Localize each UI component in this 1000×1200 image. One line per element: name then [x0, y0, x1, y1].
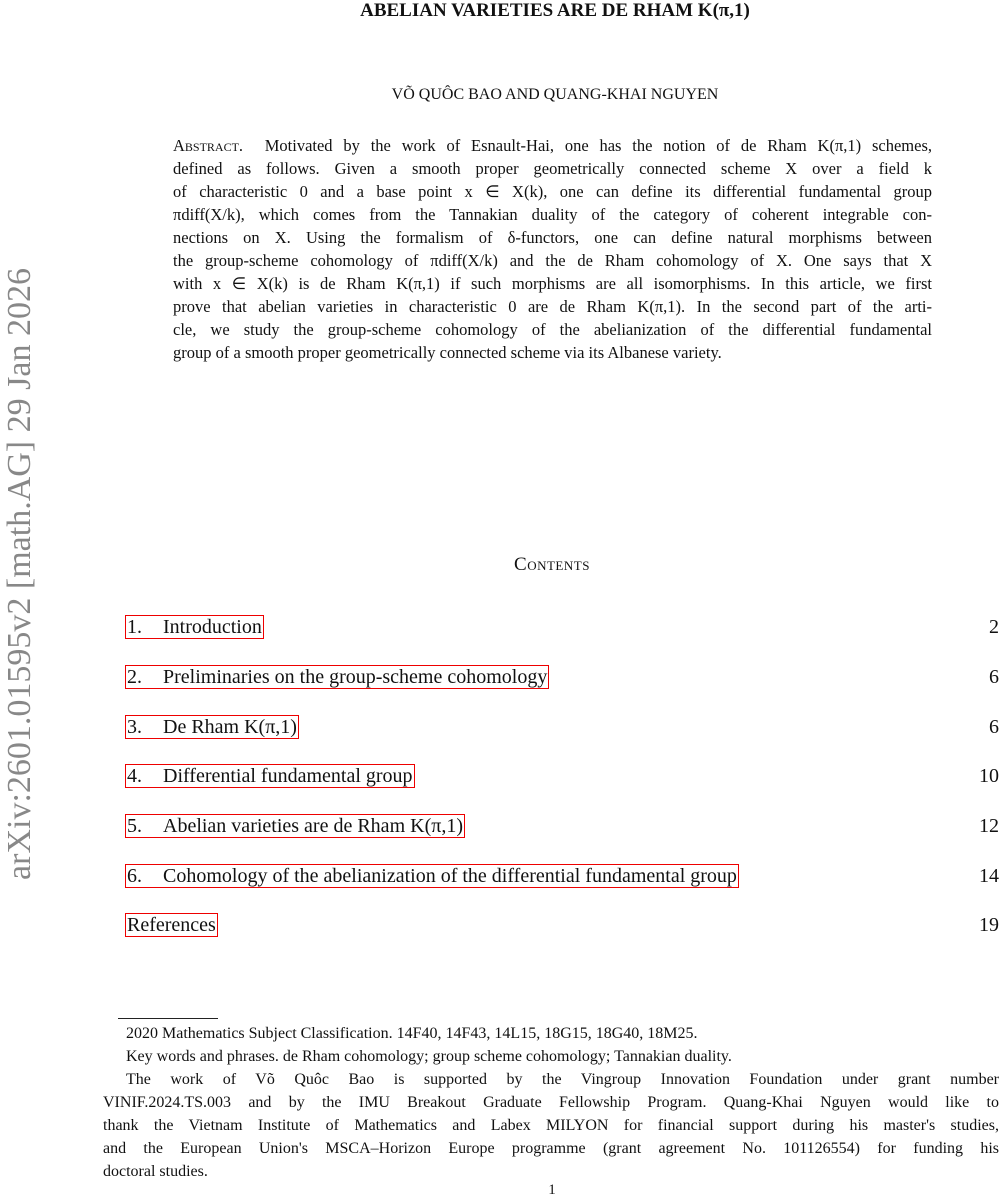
- page-number: 1: [548, 1182, 556, 1198]
- toc-page: 14: [979, 865, 999, 887]
- toc-page: 2: [989, 616, 999, 638]
- footnote-rule: [118, 1018, 218, 1019]
- abstract-line: prove that abelian varieties in characteristic 0 are de Rham K(π,1). In the second part of the arti-: [173, 297, 932, 316]
- toc-link-cohomology-abelianization[interactable]: 6. Cohomology of the abelianization of the differential fundamental group: [127, 865, 737, 887]
- toc-link-references[interactable]: References: [127, 914, 216, 936]
- toc-entry: [125, 764, 999, 790]
- toc-entry: [125, 615, 999, 641]
- footnote-msc: 2020 Mathematics Subject Classification. 14F40, 14F43, 14L15, 18G15, 18G40, 18M25.: [126, 1025, 698, 1042]
- footnote-funding-line: The work of Võ Quôc Bao is supported by the Vingroup Innovation Foundation under grant number: [126, 1071, 999, 1088]
- footnote-funding-line: doctoral studies.: [103, 1163, 208, 1180]
- abstract-line: defined as follows. Given a smooth proper geometrically connected scheme X over a field k: [173, 159, 932, 178]
- footnote-funding-line: VINIF.2024.TS.003 and by the IMU Breakout Graduate Fellowship Program. Quang-Khai Nguyen would like to: [103, 1094, 999, 1111]
- toc-entry: [125, 715, 999, 741]
- contents-heading: Contents: [514, 554, 590, 575]
- toc-link-introduction[interactable]: 1. Introduction: [127, 616, 262, 638]
- toc-page: 6: [989, 716, 999, 738]
- toc-page: 6: [989, 666, 999, 688]
- footnote-keywords: Key words and phrases. de Rham cohomology; group scheme cohomology; Tannakian duality.: [126, 1048, 732, 1065]
- authors: VÕ QUÔC BAO AND QUANG-KHAI NGUYEN: [391, 86, 719, 103]
- footnote-funding-line: and the European Union's MSCA–Horizon Europe programme (grant agreement No. 101126554) for funding his: [103, 1140, 999, 1157]
- toc-link-de-rham[interactable]: 3. De Rham K(π,1): [127, 716, 297, 738]
- toc-entry: [125, 913, 999, 939]
- abstract-line: the group-scheme cohomology of πdiff(X/k) and the de Rham cohomology of X. One says that X: [173, 251, 932, 270]
- toc-page: 19: [979, 914, 999, 936]
- footnote-funding-line: thank the Vietnam Institute of Mathematics and Labex MILYON for financial support during his master's studies,: [103, 1117, 999, 1134]
- abstract-line: of characteristic 0 and a base point x ∈ X(k), one can define its differential fundamental group: [173, 182, 932, 201]
- toc-link-preliminaries[interactable]: 2. Preliminaries on the group-scheme cohomology: [127, 666, 548, 688]
- abstract-line: πdiff(X/k), which comes from the Tannakian duality of the category of coherent integrable con-: [173, 205, 932, 224]
- toc-page: 10: [979, 765, 999, 787]
- toc-link-abelian-varieties[interactable]: 5. Abelian varieties are de Rham K(π,1): [127, 815, 463, 837]
- toc-entry: [125, 665, 999, 691]
- abstract-line: cle, we study the group-scheme cohomology of the abelianization of the differential fundamental: [173, 320, 932, 339]
- paper-title: ABELIAN VARIETIES ARE DE RHAM K(π,1): [360, 0, 750, 21]
- abstract-line: Abstract. Motivated by the work of Esnault-Hai, one has the notion of de Rham K(π,1) schemes,: [173, 136, 933, 155]
- toc-page: 12: [979, 815, 999, 837]
- abstract-line: with x ∈ X(k) is de Rham K(π,1) if such morphisms are all isomorphisms. In this article, we first: [173, 274, 932, 293]
- abstract-line: nections on X. Using the formalism of δ-functors, one can define natural morphisms between: [173, 228, 932, 247]
- toc-entry: [125, 814, 999, 840]
- abstract-label: Abstract.: [173, 136, 244, 155]
- toc-entry: [125, 864, 999, 890]
- toc-link-differential-fundamental-group[interactable]: 4. Differential fundamental group: [127, 765, 413, 787]
- arxiv-stamp[interactable]: arXiv:2601.01595v2 [math.AG] 29 Jan 2026: [1, 268, 38, 880]
- abstract-line: group of a smooth proper geometrically connected scheme via its Albanese variety.: [173, 343, 722, 362]
